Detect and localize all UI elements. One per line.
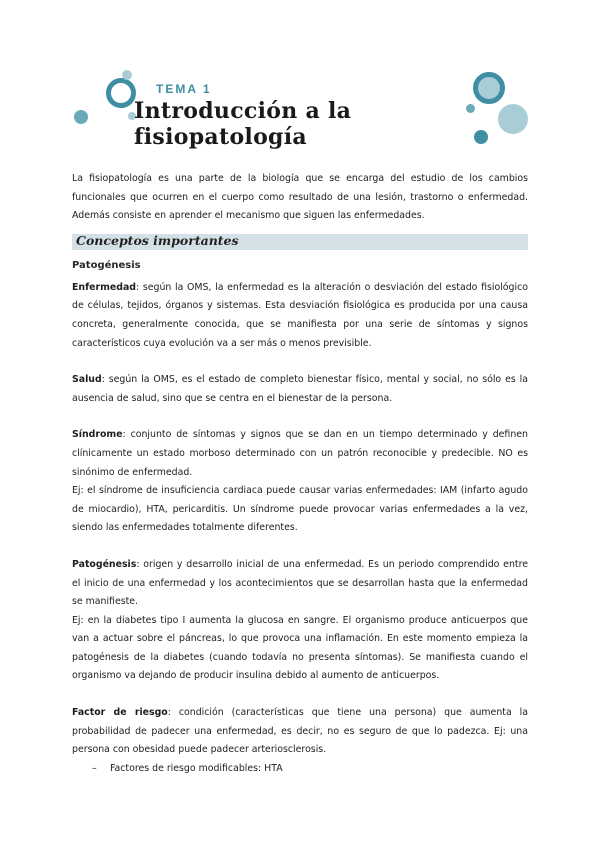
definition-enfermedad xyxy=(72,279,528,353)
decor-circle-left-mid xyxy=(74,110,88,124)
term-label: Síndrome xyxy=(72,429,123,441)
definition-text: : conjunto de síntomas y signos que se dan en un tiempo determinado y definen clínicamente un estado morboso determinado con un patrón reconocible y predecible. NO es sinónimo de enfermedad. xyxy=(72,429,528,478)
example-sindrome: Ej: el síndrome de insuficiencia cardiaca puede causar varias enfermedades: IAM (infarto agudo de miocardio), HTA, pericarditis. Un síndrome puede provocar varias enfermedades a la vez, siendo las enfermedades totalmente diferentes. xyxy=(72,485,528,534)
intro-paragraph: La fisiopatología es una parte de la biología que se encarga del estudio de los cambios funcionales que ocurren en el cuerpo como resultado de una lesión, trastorno o enfermedad. Además consiste en aprender el mecanismo que siguen las enfermedades. xyxy=(72,173,528,222)
definition-text: : condición (características que tiene una persona) que aumenta la probabilidad de padecer una enfermedad, es decir, no es seguro de que lo padezca. Ej: una persona con obesidad puede padecer arteriosclerosis. xyxy=(72,707,528,756)
document-body xyxy=(72,170,528,778)
decor-circle-left-small xyxy=(122,70,132,80)
definition-text: : según la OMS, la enfermedad es la alteración o desviación del estado fisiológico de células, tejidos, órganos y sistemas. Esta desviación fisiológica es producida por una causa concreta, generalmente conocida, que se manifiesta por una serie de síntomas y signos característicos cuya evolución va a ser más o menos previsible. xyxy=(72,281,528,349)
decor-circle-ring-left xyxy=(106,78,136,108)
term-label: Patogénesis xyxy=(72,558,137,570)
term-label: Enfermedad xyxy=(72,281,137,293)
definition-salud xyxy=(72,371,528,408)
definition-patogenesis xyxy=(72,556,528,612)
list-item-text: Factores de riesgo modificables: HTA xyxy=(110,762,283,774)
term-label: Factor de riesgo xyxy=(72,707,168,719)
section-header xyxy=(72,234,528,250)
section-title: Conceptos importantes xyxy=(76,232,239,248)
dash-bullet-icon: – xyxy=(92,762,97,774)
term-label: Salud xyxy=(72,374,102,386)
page-title: Introducción a la fisiopatología xyxy=(134,98,352,150)
definition-text: : según la OMS, es el estado de completo bienestar físico, mental y social, no sólo es la ausencia de salud, sino que se centra en el bienestar de la persona. xyxy=(72,374,528,404)
subheading: Patogénesis xyxy=(72,259,141,271)
header-banner xyxy=(70,70,530,150)
definition-factor-riesgo xyxy=(72,704,528,760)
definition-sindrome xyxy=(72,426,528,482)
definition-text: : origen y desarrollo inicial de una enfermedad. Es un periodo comprendido entre el inicio de una enfermedad y los acontecimientos que se desarrollan hasta que la enfermedad se manifieste. xyxy=(72,558,528,608)
chapter-label: TEMA 1 xyxy=(156,82,212,96)
example-patogenesis: Ej: en la diabetes tipo I aumenta la glucosa en sangre. El organismo produce anticuerpos que van a actuar sobre el páncreas, lo que provoca una inflamación. En este momento empieza la patogénesis de la diabetes (cuando todavía no presenta síntomas). Se manifiesta cuando el organismo va dejando de producir insulina debido al aumento de anticuerpos. xyxy=(72,614,528,682)
list-item xyxy=(72,760,528,779)
